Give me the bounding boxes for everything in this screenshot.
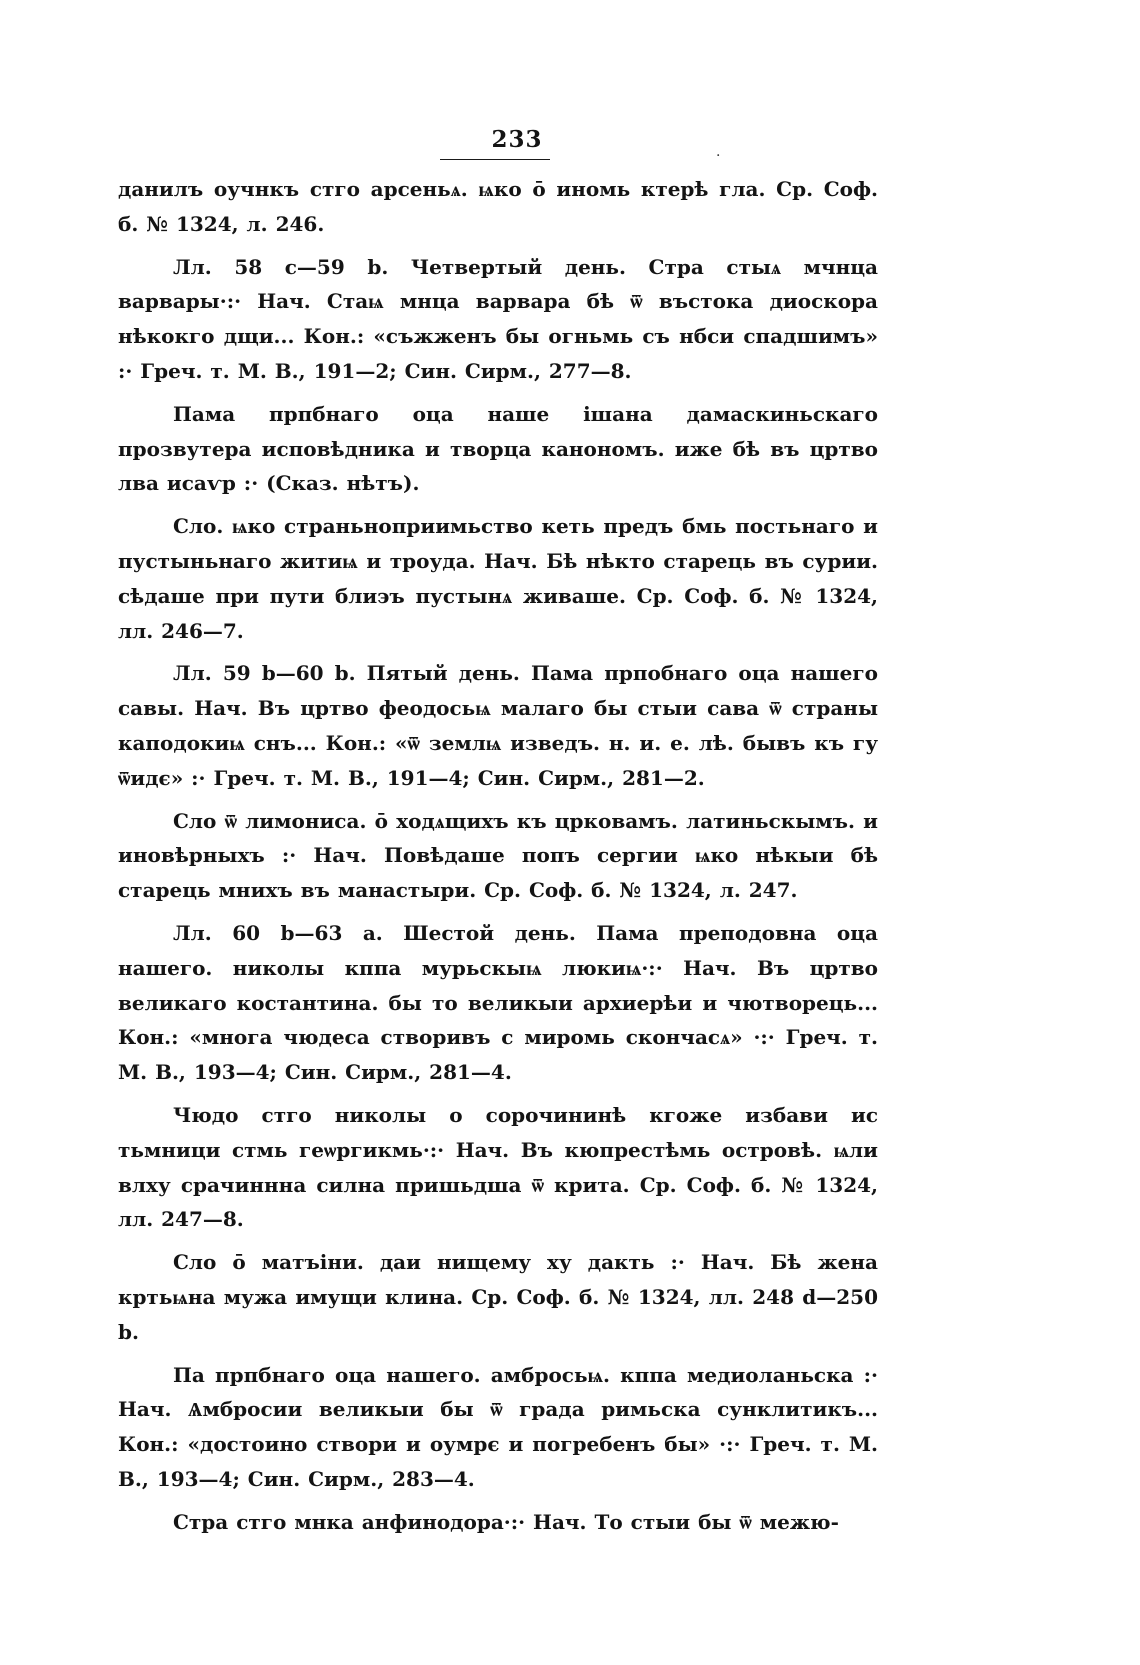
paragraph-8: Чюдо стго николы о сорочининѣ кгоже избави ис тьмници стмь геѡргикмь·:· Нач. Въ кюпрестѣмь островѣ. ѩли влху срачиннна силна пришьдша ѿ крита. Ср. Соф. б. № 1324, лл. 247—8.	[118, 1102, 878, 1232]
page-number: 233	[491, 126, 543, 153]
paragraph-1: данилъ оучнкъ стго арсеньѧ. ѩко ō иномь ктерѣ гла. Ср. Соф. б. № 1324, л. 246.	[118, 177, 878, 236]
book-page	[118, 126, 878, 1547]
paragraph-11: Стра стго мнка анфинодора·:· Нач. То стыи бы ѿ межю-	[173, 1509, 839, 1534]
paragraph-3: Пама прпбнаго оца наше ішана дамаскиньскаго прозвутера исповѣдника и творца канономъ. иже бѣ въ цртво лва исаѵр :· (Сказ. нѣтъ).	[118, 401, 878, 496]
paragraph-2: Лл. 58 c—59 b. Четвертый день. Стра стыѧ мчнца варвары·:· Нач. Стаѩ мнца варвара бѣ ѿ въстока диоскора нѣкокго дщи... Кон.: «съжженъ бы огньмь съ нбси спадшимъ» :· Греч. т. М. В., 191—2; Син. Сирм., 277—8.	[118, 254, 878, 383]
page-number-underline	[440, 159, 550, 160]
paragraph-4: Сло. ѩко страньноприимьство кеть предъ бмь постьнаго и пустыньнаго житиѩ и троуда. Нач. Бѣ нѣкто старець въ сурии. сѣдаше при пути блиэъ пустынѧ живаше. Ср. Соф. б. № 1324, лл. 246—7.	[118, 514, 878, 643]
paragraph-7: Лл. 60 b—63 a. Шестой день. Пама преподовна оца нашего. николы кппа мурьскыѩ люкиѩ·:· Нач. Въ цртво великаго костантина. бы то великыи архиерѣи и чютворець... Кон.: «многа чюдеса створивъ с миромь скончасѧ» ·:· Греч. т. М. В., 193—4; Син. Сирм., 281—4.	[118, 920, 878, 1085]
paragraph-6: Сло ѿ лимониса. ō ходѧщихъ къ црковамъ. латиньскымъ. и иновѣрныхъ :· Нач. Повѣдаше попъ сергии ѩко нѣкыи бѣ старець мнихъ въ манастыри. Ср. Соф. б. № 1324, л. 247.	[118, 808, 878, 903]
paragraph-9: Сло ō матъіни. даи нищему ху дакть :· Нач. Бѣ жена кртьѩна мужа имущи клина. Ср. Соф. б. № 1324, лл. 248 d—250 b.	[118, 1250, 878, 1344]
paragraph-5: Лл. 59 b—60 b. Пятый день. Пама прпобнаго оца нашего савы. Нач. Въ цртво феодосьѩ малаго бы стыи сава ѿ страны каподокиѩ снъ... Кон.: «ѿ землѩ изведъ. н. и. е. лѣ. бывъ къ гу ѿидє» :· Греч. т. М. В., 191—4; Син. Сирм., 281—2.	[118, 661, 878, 790]
stray-mark: ·	[716, 148, 721, 164]
paragraph-10: Па прпбнаго оца нашего. амбросьѩ. кппа медиоланьска :· Нач. Ѧмбросии великыи бы ѿ града римьска сунклитикъ... Кон.: «достоино створи и оумрє и погребенъ бы» ·:· Греч. т. М. В., 193—4; Син. Сирм., 283—4.	[118, 1362, 878, 1491]
